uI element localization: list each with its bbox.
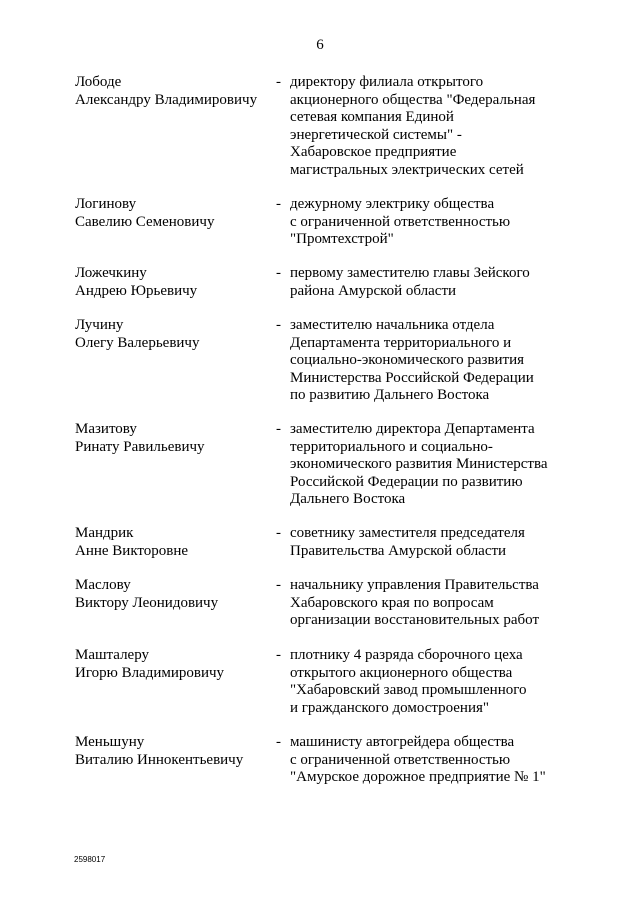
recipient-given-names: Игорю Владимировичу [75, 664, 225, 681]
recipient-surname: Маслову [75, 577, 131, 593]
separator-dash: - [276, 577, 281, 593]
position-line: Правительства Амурской области [290, 542, 507, 559]
separator-dash: - [276, 265, 281, 281]
recipient-name [75, 577, 265, 612]
recipient-given-names: Ринату Равильевичу [75, 438, 205, 455]
position-line: открытого акционерного общества [290, 664, 513, 681]
position-line: плотнику 4 разряда сборочного цеха [290, 647, 523, 663]
recipient-given-names: Андрею Юрьевичу [75, 282, 198, 299]
position-line: первому заместителю главы Зейского [290, 265, 530, 281]
position-line: начальнику управления Правительства [290, 577, 539, 593]
recipient-surname: Лучину [75, 317, 124, 333]
recipient-position [290, 317, 580, 405]
position-line: с ограниченной ответственностью [290, 213, 511, 230]
position-line: энергетической системы" - [290, 126, 462, 143]
position-line: "Хабаровский завод промышленного [290, 682, 527, 699]
recipient-name [75, 265, 265, 300]
recipient-surname: Логинову [75, 196, 137, 212]
recipient-name [75, 421, 265, 456]
position-line: "Амурское дорожное предприятие № 1" [290, 769, 546, 786]
separator-dash: - [276, 647, 281, 663]
recipient-name [75, 647, 265, 682]
position-line: машинисту автогрейдера общества [290, 734, 515, 750]
position-line: советнику заместителя председателя [290, 525, 525, 541]
position-line: заместителю начальника отдела [290, 317, 495, 333]
recipient-position [290, 196, 580, 249]
position-line: организации восстановительных работ [290, 612, 540, 629]
recipient-name [75, 734, 265, 769]
position-line: территориального и социально- [290, 438, 493, 455]
position-line: магистральных электрических сетей [290, 161, 524, 178]
recipient-position [290, 577, 580, 630]
page-number: 6 [316, 37, 324, 53]
separator-dash: - [276, 196, 281, 212]
position-line: сетевая компания Единой [290, 109, 454, 126]
recipient-position [290, 734, 580, 787]
recipient-name [75, 196, 265, 231]
recipient-surname: Мазитову [75, 421, 137, 437]
recipient-position [290, 647, 580, 717]
separator-dash: - [276, 525, 281, 541]
document-code: 2598017 [74, 855, 106, 864]
position-line: Российской Федерации по развитию [290, 473, 523, 490]
position-line: Дальнего Востока [290, 491, 406, 508]
position-line: Хабаровского края по вопросам [290, 594, 494, 611]
position-line: по развитию Дальнего Востока [290, 387, 490, 404]
position-line: с ограниченной ответственностью [290, 751, 511, 768]
position-line: Департамента территориального и [290, 334, 512, 351]
position-line: дежурному электрику общества [290, 196, 495, 212]
recipient-name [75, 74, 265, 109]
recipient-position [290, 525, 580, 560]
position-line: и гражданского домостроения" [290, 699, 490, 716]
separator-dash: - [276, 734, 281, 750]
recipient-given-names: Виктору Леонидовичу [75, 594, 219, 611]
recipient-surname: Меньшуну [75, 734, 145, 750]
recipient-given-names: Савелию Семеновичу [75, 213, 215, 230]
recipient-name [75, 317, 265, 352]
separator-dash: - [276, 74, 281, 90]
position-line: директору филиала открытого [290, 74, 484, 90]
recipient-surname: Машталеру [75, 647, 150, 663]
recipient-given-names: Александру Владимировичу [75, 91, 258, 108]
separator-dash: - [276, 317, 281, 333]
position-line: социально-экономического развития [290, 352, 525, 369]
recipient-position [290, 421, 580, 509]
recipient-position [290, 265, 580, 300]
recipient-given-names: Анне Викторовне [75, 542, 189, 559]
recipient-position [290, 74, 580, 180]
position-line: заместителю директора Департамента [290, 421, 535, 437]
position-line: района Амурской области [290, 282, 457, 299]
position-line: экономического развития Министерства [290, 456, 548, 473]
position-line: акционерного общества "Федеральная [290, 91, 536, 108]
position-line: Министерства Российской Федерации [290, 369, 534, 386]
position-line: Хабаровское предприятие [290, 144, 457, 161]
recipient-surname: Ложечкину [75, 265, 147, 281]
recipient-surname: Лободе [75, 74, 122, 90]
recipient-name [75, 525, 265, 560]
separator-dash: - [276, 421, 281, 437]
position-line: "Промтехстрой" [290, 231, 394, 248]
recipient-given-names: Олегу Валерьевичу [75, 334, 200, 351]
recipient-given-names: Виталию Иннокентьевичу [75, 751, 244, 768]
recipient-surname: Мандрик [75, 525, 134, 541]
